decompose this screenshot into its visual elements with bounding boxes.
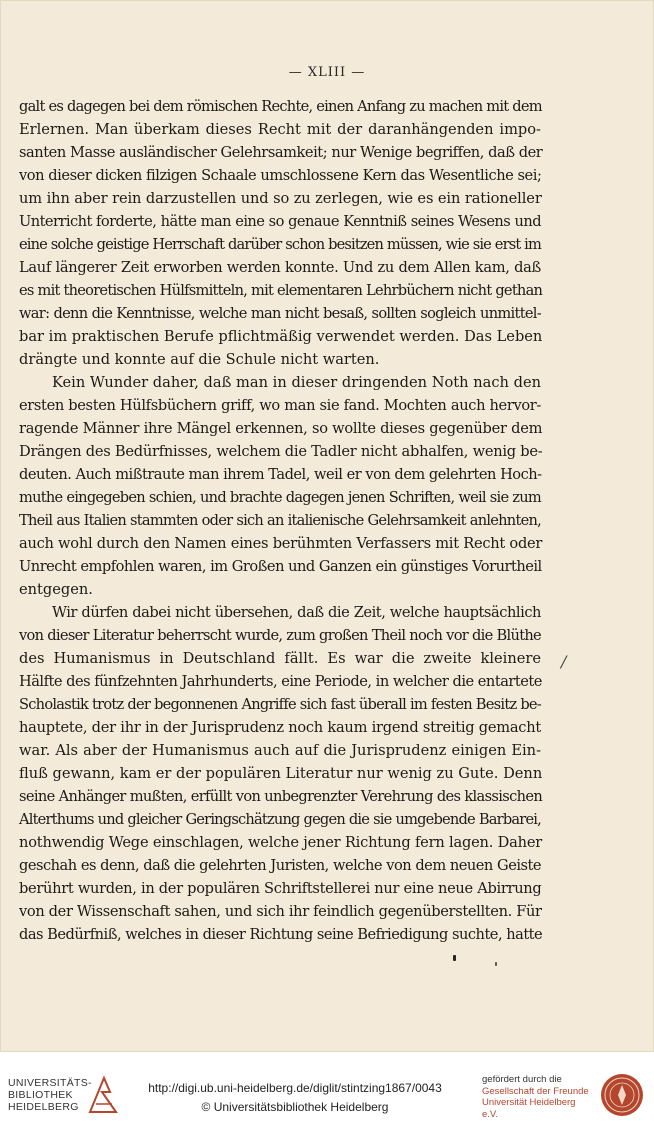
text-line: war. Als aber der Humanismus auch auf die Jurisprudenz einigen Ein- [19,742,541,759]
text-line: Alterthums und gleicher Geringschätzung gegen die sie umgebende Barbarei, [19,811,541,828]
text-line: Lauf längerer Zeit erworben werden konnte. Und zu dem Allen kam, daß [19,259,541,276]
margin-pencil-mark: / [561,652,567,671]
page-number: — XLIII — [288,65,366,80]
text-line: Scholastik trotz der begonnenen Angriffe sich fast überall im festen Besitz be- [19,696,541,713]
ink-speck [495,962,497,966]
text-line: Kein Wunder daher, daß man in dieser dringenden Noth nach den [52,374,541,391]
text-line: fluß gewann, kam er der populären Literatur nur wenig zu Gute. Denn [19,765,543,782]
text-line: Unterricht forderte, hätte man eine so genaue Kenntniß seines Wesens und [19,213,541,230]
text-line: muthe eingegeben schien, und brachte dagegen jenen Schriften, weil sie zum [19,489,541,506]
text-line: berührt wurden, in der populären Schriftstellerei nur eine neue Abirrung [19,880,542,897]
text-line: Unrecht empfohlen waren, im Großen und Ganzen ein günstiges Vorurtheil [19,558,542,575]
text-line: galt es dagegen bei dem römischen Rechte, einen Anfang zu machen mit dem [19,98,542,115]
text-line: hauptete, der ihr in der Jurisprudenz noch kaum irgend streitig gemacht [19,719,541,736]
text-line: eine solche geistige Herrschaft darüber schon besitzen müssen, wie sie erst im [19,236,541,253]
text-line: Theil aus Italien stammten oder sich an italienische Gelehrsamkeit anlehnten, [19,512,541,529]
text-line: entgegen. [19,581,93,598]
sponsor-name-line: Universität Heidelberg e.V. [482,1097,576,1120]
text-line: seine Anhänger mußten, erfüllt von unbegrenzter Verehrung des klassischen [19,788,543,805]
text-line: Drängen des Bedürfnisses, welchem die Tadler nicht abhalfen, wenig be- [19,443,543,460]
library-logo-text [8,1077,92,1113]
text-line: ragende Männer ihre Mängel erkennen, so wollte dieses gegenüber dem [19,420,543,437]
library-name-line: BIBLIOTHEK [8,1089,73,1101]
text-line: war: denn die Kenntnisse, welche man nicht besaß, sollten sogleich unmittel- [19,305,541,322]
text-line: Wir dürfen dabei nicht übersehen, daß die Zeit, welche hauptsächlich [52,604,541,621]
sponsor-name-line: Gesellschaft der Freunde [482,1085,589,1097]
text-line: deuten. Auch mißtraute man ihrem Tadel, weil er von dem gelehrten Hoch- [19,466,542,483]
text-line: das Bedürfniß, welches in dieser Richtung seine Befriedigung suchte, hatte [19,926,543,943]
text-line: um ihn aber rein darzustellen und so zu zerlegen, wie es ein rationeller [19,190,542,207]
text-line: drängte und konnte auf die Schule nicht warten. [19,351,380,368]
viewer-footer [0,1067,654,1121]
text-line: ersten besten Hülfsbüchern griff, wo man sie fand. Mochten auch hervor- [19,397,541,414]
ink-speck [453,955,456,961]
sponsor-heading: gefördert durch die [482,1074,562,1085]
text-line: geschah es denn, daß die gelehrten Juristen, welche von dem neuen Geiste [19,857,541,874]
text-line: Erlernen. Man überkam dieses Recht mit der daranhängenden impo- [19,121,541,138]
text-line: von der Wissenschaft sahen, und sich ihr feindlich gegenüberstellten. Für [19,903,542,920]
permalink-link[interactable]: http://digi.ub.uni-heidelberg.de/diglit/stintzing1867/0043 [148,1081,442,1095]
university-seal-icon [600,1073,644,1117]
library-name-line: UNIVERSITÄTS- [8,1077,92,1089]
text-line: des Humanismus in Deutschland fällt. Es war die zweite kleinere [19,650,541,667]
text-line: santen Masse ausländischer Gelehrsamkeit; nur Wenige begriffen, daß der [19,144,543,161]
library-name-line: HEIDELBERG [8,1101,79,1113]
text-line: auch wohl durch den Namen eines berühmten Verfassers mit Recht oder [19,535,543,552]
text-line: nothwendig Wege einschlagen, welche jener Richtung fern lagen. Daher [19,834,543,851]
text-line: bar im praktischen Berufe pflichtmäßig verwendet werden. Das Leben [19,328,543,345]
copyright-text: © Universitätsbibliothek Heidelberg [201,1100,389,1114]
library-logo-icon [88,1074,120,1114]
text-line: Hälfte des fünfzehnten Jahrhunderts, eine Periode, in welcher die entartete [19,673,542,690]
text-line: es mit theoretischen Hülfsmitteln, mit elementaren Lehrbüchern nicht gethan [19,282,543,299]
text-line: von dieser Literatur beherrscht wurde, zum großen Theil noch vor die Blüthe [19,627,541,644]
sponsor-block [482,1074,594,1120]
text-line: von dieser dicken filzigen Schaale umschlossene Kern das Wesentliche sei; [19,167,542,184]
